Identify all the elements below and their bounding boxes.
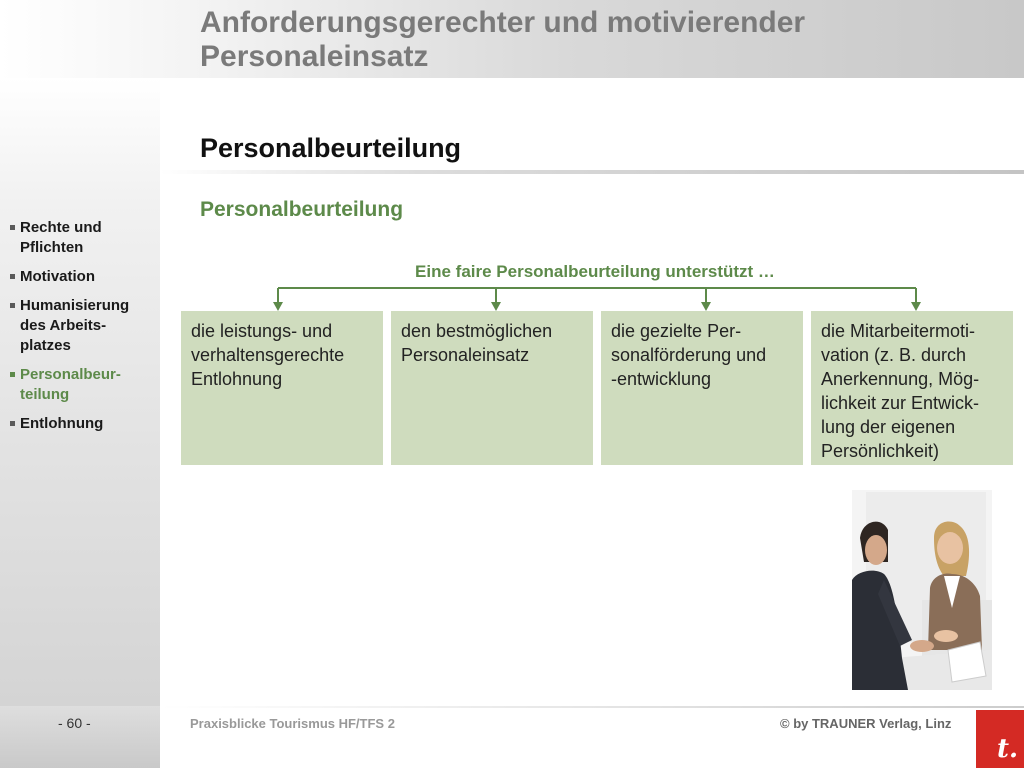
box-text-line: sonalförderung und: [611, 345, 767, 365]
page-number: - 60 -: [58, 715, 91, 731]
sidebar-item-label: Personalbeur-: [20, 366, 121, 383]
arrow-down-icon: [491, 302, 501, 311]
box-text-line: lichkeit zur Entwick-: [821, 393, 980, 413]
sidebar-item-label: Pflichten: [20, 239, 84, 256]
diagram-box-2: [391, 311, 593, 465]
box-text-line: Anerkennung, Mög-: [821, 369, 980, 389]
box-text-line: lung der eigenen: [821, 417, 956, 437]
section-title: Personalbeurteilung: [200, 133, 462, 163]
page-title-line-2: Personaleinsatz: [200, 40, 429, 73]
arrow-down-icon: [701, 302, 711, 311]
box-text-line: die gezielte Per-: [611, 321, 742, 341]
subheading: Personalbeurteilung: [200, 198, 404, 221]
sidebar-item-label: Motivation: [20, 268, 95, 285]
box-text-line: Personaleinsatz: [401, 345, 530, 365]
footer-publication-title: Praxisblicke Tourismus HF/TFS 2: [190, 716, 395, 731]
sidebar-item-label: des Arbeits-: [20, 317, 107, 334]
sidebar-item-label: Entlohnung: [20, 415, 104, 432]
box-text-line: vation (z. B. durch: [821, 345, 967, 365]
sidebar-item-label: platzes: [20, 337, 71, 354]
diagram-heading: Eine faire Personalbeurteilung unterstützt …: [415, 262, 775, 281]
diagram-box-3: [601, 311, 803, 465]
box-text-line: Entlohnung: [191, 369, 283, 389]
box-text-line: Persönlichkeit): [821, 441, 940, 461]
arrow-down-icon: [911, 302, 921, 311]
trauner-logo: [976, 710, 1024, 768]
footer-copyright: © by TRAUNER Verlag, Linz: [780, 716, 952, 731]
sidebar-item-label: Rechte und: [20, 219, 102, 236]
logo-text: t.: [996, 734, 1018, 764]
footer-divider: [160, 706, 1024, 708]
diagram-box-1: [181, 311, 383, 465]
sidebar-item-label: teilung: [20, 386, 70, 403]
box-text-line: verhaltensgerechte: [191, 345, 345, 365]
box-text-line: -entwicklung: [611, 369, 712, 389]
box-text-line: die leistungs- und: [191, 321, 333, 341]
page-title-line-1: Anforderungsgerechter und motivierender: [200, 6, 806, 39]
interview-photo: [852, 490, 992, 690]
box-text-line: die Mitarbeitermoti-: [821, 321, 976, 341]
diagram-box-4: [811, 311, 1013, 465]
arrow-down-icon: [273, 302, 283, 311]
sidebar-item-label: Humanisierung: [20, 297, 130, 314]
box-text-line: den bestmöglichen: [401, 321, 553, 341]
